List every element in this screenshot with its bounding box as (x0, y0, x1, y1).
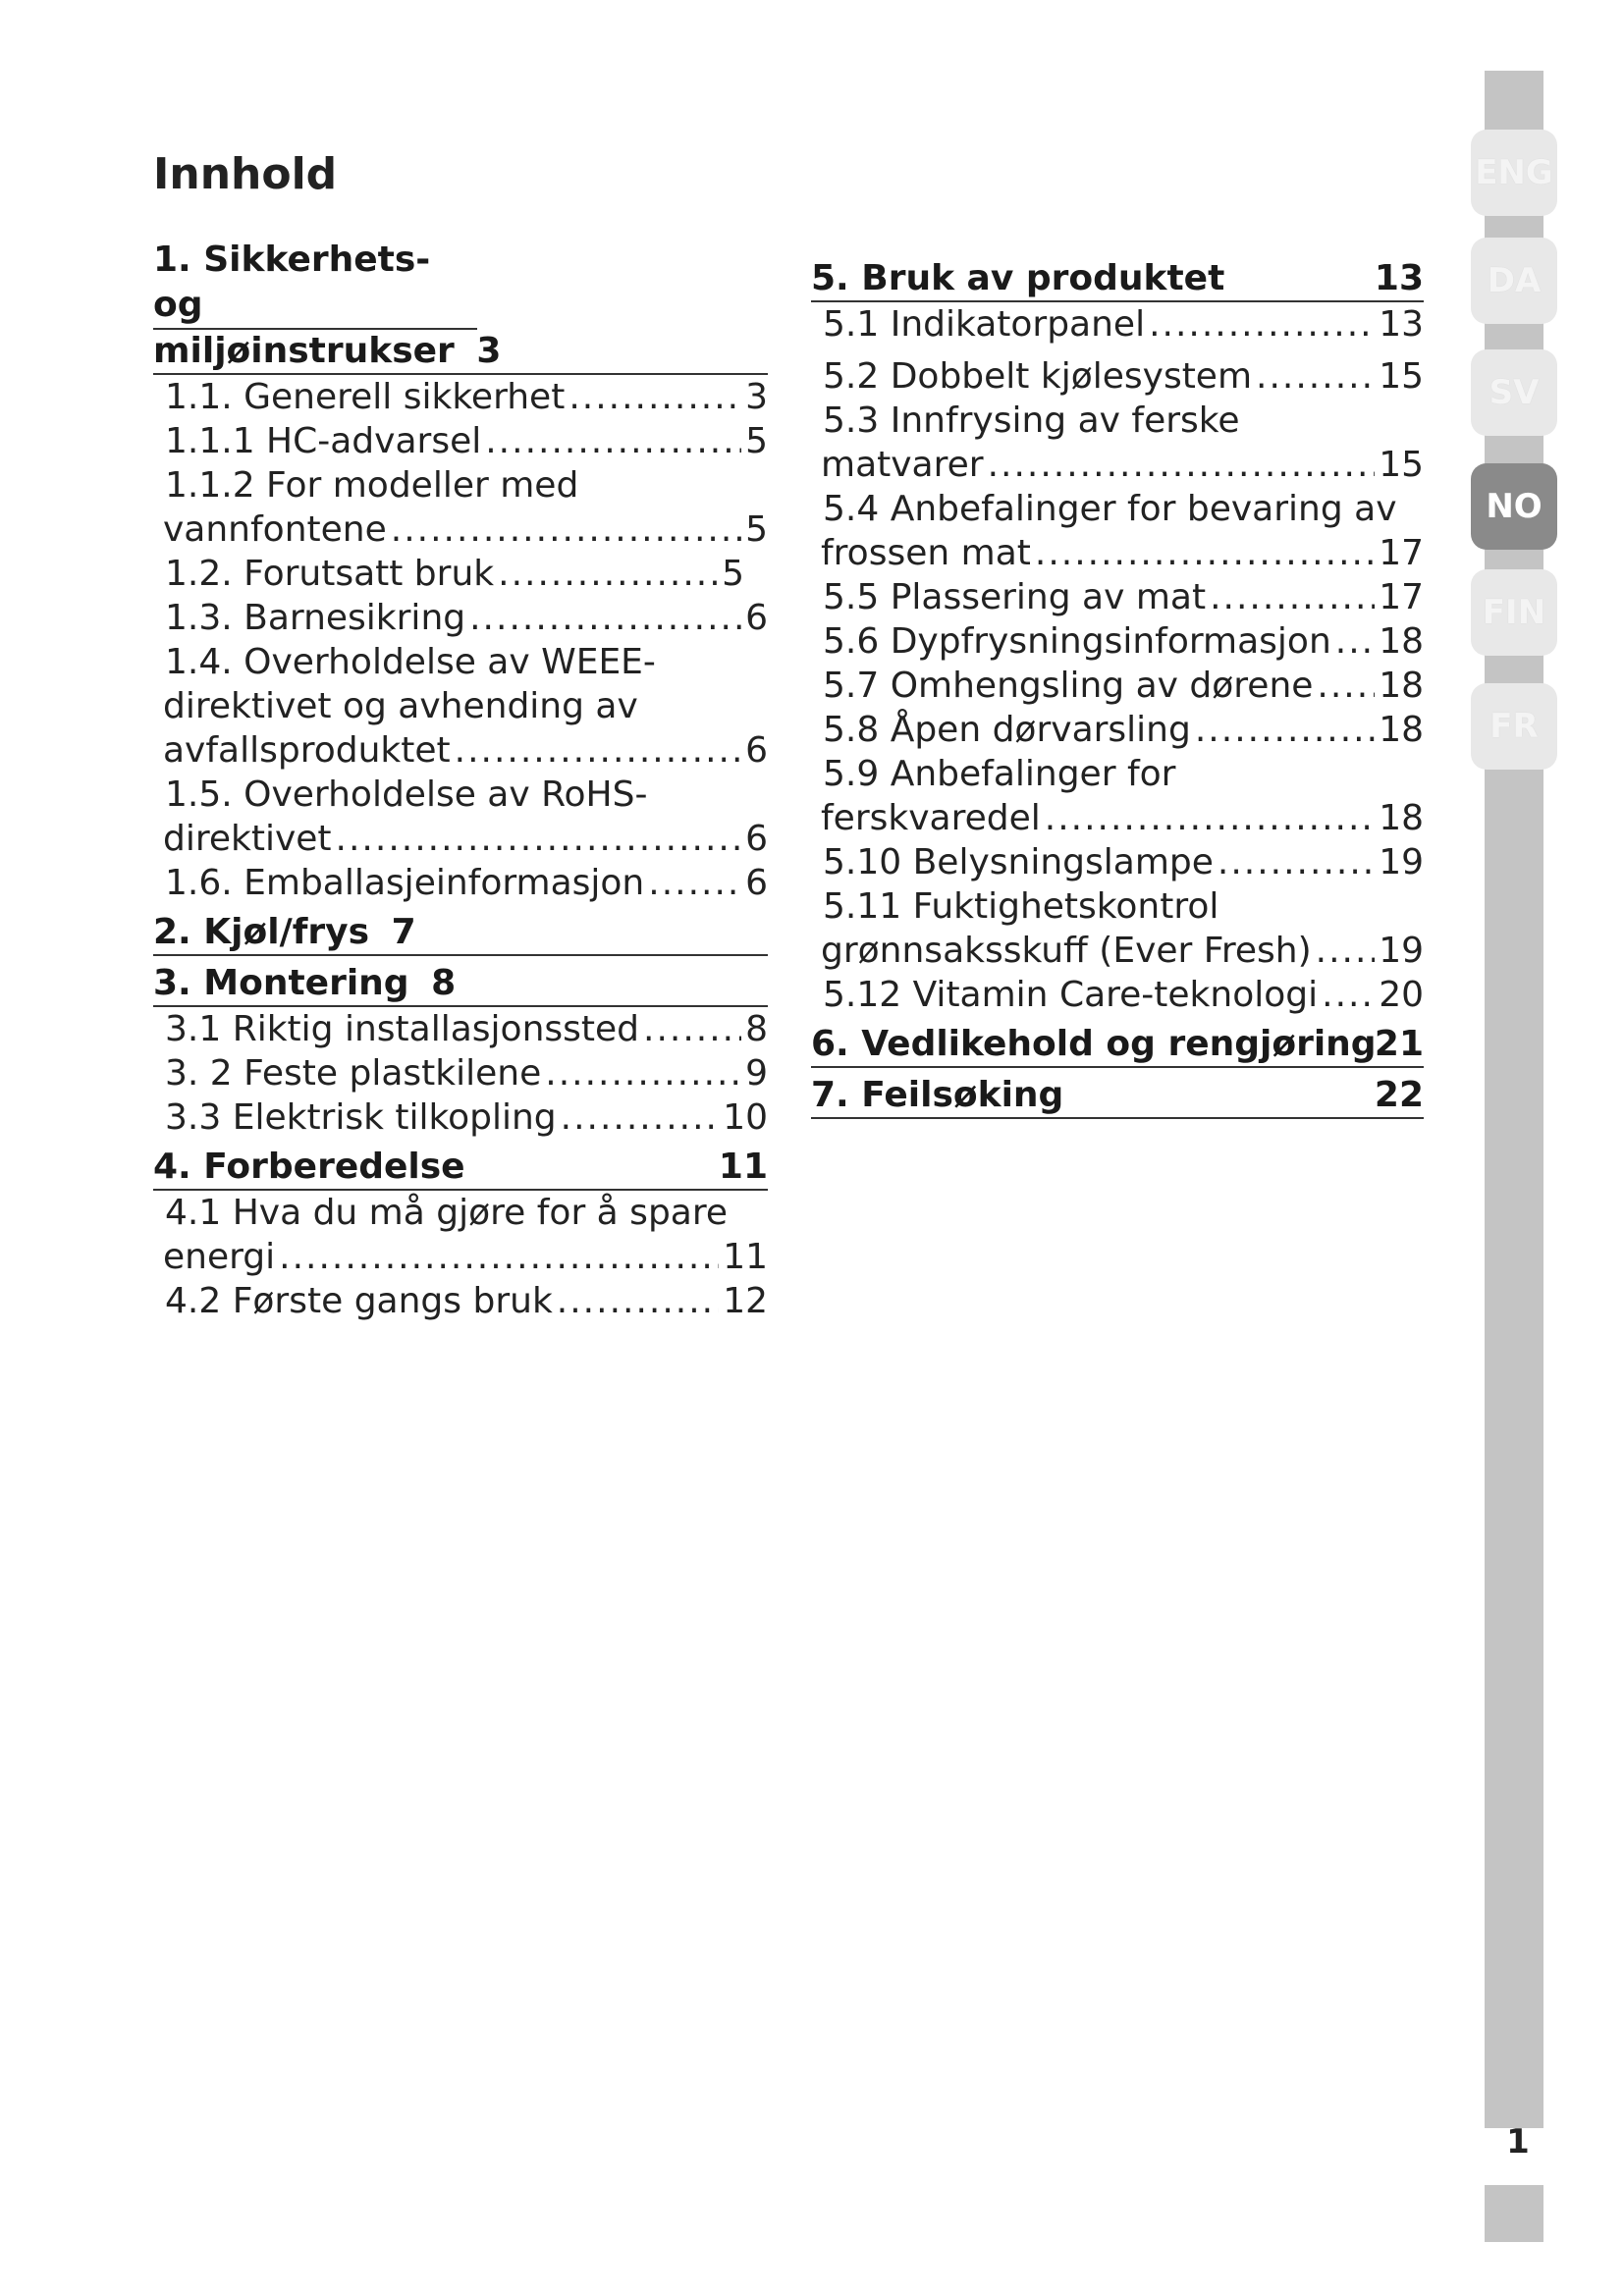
toc-entry[interactable] (153, 640, 768, 773)
toc-entry-text: matvarer (821, 445, 984, 485)
toc-entry-text: 1.1. Generell sikkerhet (165, 377, 566, 417)
toc-entry-page: 18 (1379, 710, 1424, 750)
toc-entry[interactable] (811, 973, 1424, 1017)
toc-entry-text: 3.3 Elektrisk tilkopling (165, 1097, 557, 1138)
toc-entry-page: 10 (723, 1097, 768, 1138)
leader-dots (279, 1235, 719, 1279)
toc-entry-text: 4.2 Første gangs bruk (165, 1281, 553, 1321)
toc-entry-page: 20 (1379, 975, 1424, 1015)
toc-entry-page: 9 (745, 1053, 768, 1094)
toc-entry-page: 18 (1379, 798, 1424, 838)
leader-dots (1195, 708, 1375, 752)
toc-entry[interactable] (811, 354, 1424, 399)
tab-no[interactable]: NO (1471, 463, 1557, 550)
tab-fin[interactable]: FIN (1471, 569, 1557, 656)
toc-entry-line: 5.11 Fuktighetskontrol (823, 886, 1219, 927)
toc-entry-text: 3.1 Riktig installasjonssted (165, 1009, 640, 1049)
leader-dots (1035, 531, 1375, 575)
leader-dots (391, 507, 741, 552)
toc-left-column (153, 238, 768, 1323)
toc-entry[interactable] (811, 840, 1424, 884)
leader-dots (498, 552, 718, 596)
toc-entry-text: avfallsproduktet (163, 730, 451, 771)
toc-entry[interactable] (153, 1279, 768, 1323)
toc-section-6-page: 21 (1374, 1024, 1424, 1064)
toc-entry[interactable] (153, 1007, 768, 1051)
toc-entry-page: 3 (745, 377, 768, 417)
toc-entry[interactable] (811, 708, 1424, 752)
toc-entry-text: 1.2. Forutsatt bruk (165, 554, 495, 594)
toc-entry-text: 5.2 Dobbelt kjølesystem (823, 356, 1253, 397)
toc-entry[interactable] (811, 884, 1424, 973)
toc-section-4-page: 11 (718, 1147, 768, 1187)
toc-section-4-title: 4. Forberedelse (153, 1147, 465, 1187)
toc-entry-page: 18 (1379, 666, 1424, 706)
leader-dots (336, 817, 742, 861)
toc-section-5-title: 5. Bruk av produktet (811, 258, 1225, 298)
toc-entry-text: 1.1.1 HC-advarsel (165, 421, 482, 461)
toc-entry-text: 5.6 Dypfrysningsinformasjon (823, 621, 1331, 662)
toc-entry-page: 15 (1379, 445, 1424, 485)
toc-entry-text: frossen mat (821, 533, 1031, 573)
toc-section-1[interactable] (153, 238, 477, 330)
leader-dots (469, 596, 741, 640)
toc-section-2-page: 7 (391, 912, 416, 952)
toc-entry-text: 5.1 Indikatorpanel (823, 304, 1146, 345)
toc-section-1-title-b: miljøinstrukser (153, 331, 455, 371)
toc-entry[interactable] (811, 487, 1424, 575)
toc-entry[interactable] (153, 773, 768, 861)
toc-entry-text: direktivet (163, 819, 332, 859)
toc-entry-page: 5 (722, 554, 744, 594)
toc-section-4[interactable] (153, 1146, 768, 1191)
toc-section-2-title: 2. Kjøl/frys (153, 912, 370, 952)
toc-entry[interactable] (811, 575, 1424, 619)
toc-entry-line: 1.5. Overholdelse av RoHS- (165, 774, 648, 815)
leader-dots (1149, 302, 1375, 347)
toc-section-3-title: 3. Montering (153, 963, 409, 1003)
toc-entry-page: 18 (1379, 621, 1424, 662)
leader-dots (1335, 619, 1375, 664)
toc-entry[interactable] (811, 752, 1424, 840)
page-number: 1 (1506, 2122, 1530, 2162)
toc-entry-text: 3. 2 Feste plastkilene (165, 1053, 542, 1094)
toc-entry-line: direktivet og avhending av (163, 686, 638, 726)
tab-fr[interactable]: FR (1471, 683, 1557, 770)
toc-entry-page: 6 (745, 819, 768, 859)
toc-entry-page: 12 (723, 1281, 768, 1321)
toc-entry[interactable] (153, 861, 768, 905)
toc-entry[interactable] (811, 619, 1424, 664)
toc-entry[interactable] (153, 375, 768, 419)
leader-dots (648, 861, 741, 905)
toc-section-6-title: 6. Vedlikehold og rengjøring (811, 1024, 1377, 1064)
leader-dots (568, 375, 741, 419)
toc-entry-line: 5.9 Anbefalinger for (823, 754, 1176, 794)
toc-section-2[interactable] (153, 911, 768, 956)
toc-entry-text: 5.12 Vitamin Care-teknologi (823, 975, 1319, 1015)
toc-entry-text: 5.7 Omhengsling av dørene (823, 666, 1314, 706)
leader-dots (561, 1095, 720, 1140)
toc-section-5-page: 13 (1374, 258, 1424, 298)
toc-entry-page: 17 (1379, 577, 1424, 617)
toc-entry-page: 11 (723, 1237, 768, 1277)
toc-section-1-title-a: 1. Sikkerhets- og (153, 238, 477, 330)
toc-entry[interactable] (153, 419, 768, 463)
toc-entry-text: 5.10 Belysningslampe (823, 842, 1214, 882)
toc-entry-line: 1.4. Overholdelse av WEEE- (165, 642, 656, 682)
leader-dots (1210, 575, 1375, 619)
toc-entry-page: 6 (745, 730, 768, 771)
toc-section-7-title: 7. Feilsøking (811, 1075, 1064, 1115)
toc-section-5[interactable] (811, 257, 1424, 302)
toc-entry-page: 5 (745, 509, 768, 550)
tab-sv[interactable]: SV (1471, 349, 1557, 436)
toc-entry-page: 19 (1379, 842, 1424, 882)
leader-dots (988, 443, 1376, 487)
toc-entry-line: 5.3 Innfrysing av ferske (823, 400, 1240, 441)
toc-entry[interactable] (811, 399, 1424, 487)
toc-entry-text: 1.3. Barnesikring (165, 598, 466, 638)
toc-section-3-page: 8 (431, 963, 457, 1003)
leader-dots (557, 1279, 719, 1323)
toc-entry-line: 5.4 Anbefalinger for bevaring av (823, 489, 1397, 529)
toc-right-column (811, 257, 1424, 1119)
toc-section-6[interactable] (811, 1023, 1424, 1068)
toc-entry-page: 6 (745, 598, 768, 638)
toc-entry-line: 1.1.2 For modeller med (165, 465, 579, 506)
footer-block (1485, 2185, 1543, 2242)
leader-dots (1218, 840, 1375, 884)
toc-entry[interactable] (153, 552, 768, 596)
leader-dots (545, 1051, 741, 1095)
toc-entry-page: 6 (745, 863, 768, 903)
leader-dots (1317, 664, 1375, 708)
toc-entry-page: 13 (1379, 304, 1424, 345)
toc-section-7[interactable] (811, 1074, 1424, 1119)
page-title: Innhold (153, 149, 338, 199)
toc-entry-line: 4.1 Hva du må gjøre for å spare (165, 1193, 729, 1233)
toc-entry-page: 19 (1379, 931, 1424, 971)
leader-dots (1322, 973, 1375, 1017)
leader-dots (643, 1007, 741, 1051)
toc-entry[interactable] (811, 302, 1424, 347)
leader-dots (1256, 354, 1375, 399)
toc-entry-text: energi (163, 1237, 276, 1277)
toc-entry-page: 8 (745, 1009, 768, 1049)
toc-entry-text: 1.6. Emballasjeinformasjon (165, 863, 645, 903)
toc-entry-text: 5.5 Plassering av mat (823, 577, 1207, 617)
toc-entry-page: 17 (1379, 533, 1424, 573)
tab-eng[interactable]: ENG (1471, 130, 1557, 216)
toc-entry-text: grønnsaksskuff (Ever Fresh) (821, 931, 1312, 971)
toc-section-3[interactable] (153, 962, 768, 1007)
toc-section-7-page: 22 (1374, 1075, 1424, 1115)
toc-section-1-line2[interactable] (153, 330, 768, 375)
toc-entry[interactable] (153, 463, 768, 552)
leader-dots (455, 728, 741, 773)
toc-entry-page: 15 (1379, 356, 1424, 397)
toc-entry-text: ferskvaredel (821, 798, 1041, 838)
toc-entry[interactable] (153, 596, 768, 640)
toc-entry[interactable] (153, 1191, 768, 1279)
leader-dots (485, 419, 741, 463)
leader-dots (1045, 796, 1375, 840)
toc-entry-text: vannfontene (163, 509, 387, 550)
toc-entry[interactable] (153, 1051, 768, 1095)
tab-da[interactable]: DA (1471, 238, 1557, 324)
toc-entry-page: 5 (745, 421, 768, 461)
toc-entry[interactable] (811, 664, 1424, 708)
toc-entry[interactable] (153, 1095, 768, 1140)
toc-entry-text: 5.8 Åpen dørvarsling (823, 710, 1191, 750)
leader-dots (1316, 929, 1376, 973)
toc-section-1-page: 3 (476, 331, 502, 371)
